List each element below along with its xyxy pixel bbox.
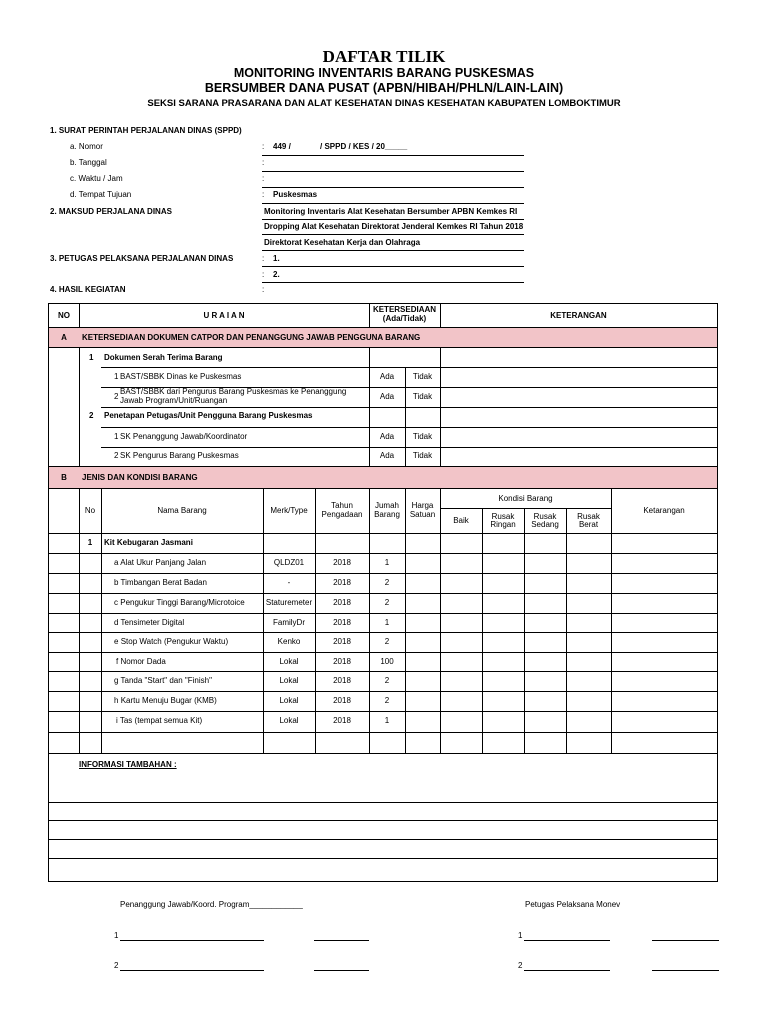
item-letter: a <box>114 558 119 567</box>
item-name: Tensimeter Digital <box>120 618 185 627</box>
b-col-rusak-ringan-sub: Ringan <box>490 520 516 529</box>
section-b-no: B <box>61 473 67 482</box>
item-tahun: 2018 <box>333 696 351 705</box>
item-jumlah: 2 <box>384 598 390 607</box>
signer-left-1-name-field[interactable] <box>120 940 264 941</box>
colon: : <box>262 190 265 199</box>
signer-left-1-sign-field[interactable] <box>314 940 369 941</box>
item-tahun: 2018 <box>333 578 351 587</box>
colon: : <box>262 142 265 151</box>
item-merk: Lokal <box>279 716 299 725</box>
item-tahun: 2018 <box>333 618 351 627</box>
a2-1-ada[interactable]: Ada <box>379 432 395 441</box>
col-ketersediaan-sub: (Ada/Tidak) <box>382 314 427 323</box>
item-row-i <box>116 716 263 725</box>
a2-2-label: SK Pengurus Barang Puskesmas <box>120 451 239 460</box>
signer-right-2-sign-field[interactable] <box>652 970 719 971</box>
item-letter: h <box>114 696 119 705</box>
item-jumlah: 2 <box>384 676 390 685</box>
item-jumlah: 2 <box>384 578 390 587</box>
b-col-harga-sub: Satuan <box>409 510 436 519</box>
maksud-value-1: Monitoring Inventaris Alat Kesehatan Bersumber APBN Kemkes RI <box>264 207 518 216</box>
b-col-jumlah: Jumah <box>374 501 399 510</box>
b-col-tahun-sub: Pengadaan <box>321 510 363 519</box>
b-col-jumlah-sub: Barang <box>374 510 400 519</box>
item-row-a <box>114 558 263 567</box>
signer-left-2-name-field[interactable] <box>120 970 264 971</box>
section-1-label: 1. SURAT PERINTAH PERJALANAN DINAS (SPPD) <box>50 126 242 135</box>
signer-right-2-name-field[interactable] <box>524 970 610 971</box>
tempat-value: Puskesmas <box>273 190 318 199</box>
item-name: Timbangan Berat Badan <box>120 578 207 587</box>
a1-1-label: BAST/SBBK Dinas ke Puskesmas <box>120 372 242 381</box>
section-3-label: 3. PETUGAS PELAKSANA PERJALANAN DINAS <box>50 254 234 263</box>
section-a-title: KETERSEDIAAN DOKUMEN CATPOR DAN PENANGGUNG JAWAB PENGGUNA BARANG <box>82 333 421 342</box>
maksud-line-2 <box>262 234 524 235</box>
col-keterangan-header: KETERANGAN <box>550 311 607 320</box>
item-letter: b <box>114 578 119 587</box>
a1-1-tidak[interactable]: Tidak <box>412 372 433 381</box>
b-col-rusak-berat-sub: Berat <box>578 520 599 529</box>
item-merk: FamilyDr <box>273 618 305 627</box>
petugas-1: 1. <box>273 254 280 263</box>
b-col-keterangan: Ketarangan <box>643 506 685 515</box>
colon: : <box>262 174 265 183</box>
a1-2-label-line2: Jawab Program/Unit/Ruangan <box>120 396 228 405</box>
b-col-harga: Harga <box>411 501 434 510</box>
item-tahun: 2018 <box>333 598 351 607</box>
signer-left-2-no: 2 <box>114 961 119 970</box>
signer-right-2-no: 2 <box>518 961 523 970</box>
nomor-value-2: / SPPD / KES / 20_____ <box>320 142 408 151</box>
petugas-1-field[interactable] <box>262 266 524 267</box>
maksud-value-2: Dropping Alat Kesehatan Direktorat Jenderal Kemkes RI Tahun 2018 <box>264 222 524 231</box>
section-b-title: JENIS DAN KONDISI BARANG <box>82 473 198 482</box>
item-name: Nomor Dada <box>120 657 166 666</box>
maksud-line-3 <box>262 250 524 251</box>
signer-left-2-sign-field[interactable] <box>314 970 369 971</box>
item-letter: d <box>114 618 119 627</box>
item-merk: Staturemeter <box>265 598 313 607</box>
item-jumlah: 2 <box>384 696 390 705</box>
item-merk: QLDZ01 <box>273 558 305 567</box>
item-tahun: 2018 <box>333 676 351 685</box>
b-col-kondisi: Kondisi Barang <box>498 494 553 503</box>
signer-right-1-name-field[interactable] <box>524 940 610 941</box>
item-row-f <box>116 657 263 666</box>
tanggal-field[interactable] <box>262 171 524 172</box>
subtitle-monitoring: MONITORING INVENTARIS BARANG PUSKESMAS <box>233 66 535 80</box>
petugas-2: 2. <box>273 270 280 279</box>
item-merk: Lokal <box>279 657 299 666</box>
item-letter: c <box>114 598 118 607</box>
col-no-header: NO <box>58 311 70 320</box>
colon: : <box>262 254 265 263</box>
signer-right-1-sign-field[interactable] <box>652 940 719 941</box>
b-col-rusak-sedang-sub: Sedang <box>531 520 559 529</box>
item-letter: i <box>116 716 118 725</box>
item-name: Tanda "Start" dan "Finish" <box>120 676 212 685</box>
col-uraian-header: U R A I A N <box>203 311 245 320</box>
a1-2-label-line1: BAST/SBBK dari Pengurus Barang Puskesmas ke Penanggung <box>120 387 347 396</box>
a2-no: 2 <box>89 411 94 420</box>
colon: : <box>262 285 265 294</box>
penanggung-jawab-label: Penanggung Jawab/Koord. Program____________ <box>120 900 303 909</box>
colon: : <box>262 270 265 279</box>
section-4-label: 4. HASIL KEGIATAN <box>50 285 126 294</box>
col-ketersediaan-header: KETERSEDIAAN <box>372 305 437 314</box>
petugas-2-field[interactable] <box>262 282 524 283</box>
signer-right-1-no: 1 <box>518 931 523 940</box>
item-jumlah: 2 <box>384 637 390 646</box>
section-2-label: 2. MAKSUD PERJALANA DINAS <box>50 207 172 216</box>
item-row-g <box>114 676 263 685</box>
petugas-monev-label: Petugas Pelaksana Monev <box>525 900 621 909</box>
info-tambahan-label: INFORMASI TAMBAHAN : <box>79 760 177 769</box>
nomor-value-1: 449 / <box>273 142 291 151</box>
item-name: Stop Watch (Pengukur Waktu) <box>120 637 229 646</box>
a1-2-ada[interactable]: Ada <box>379 392 395 401</box>
signer-left-1-no: 1 <box>114 931 119 940</box>
item-jumlah: 1 <box>384 558 390 567</box>
item-row-b <box>114 578 263 587</box>
maksud-value-3: Direktorat Kesehatan Kerja dan Olahraga <box>264 238 421 247</box>
a2-1-no: 1 <box>114 432 119 441</box>
item-row-h <box>114 696 263 705</box>
waktu-field[interactable] <box>262 187 524 188</box>
item-row-d <box>114 618 263 627</box>
a2-2-no: 2 <box>114 451 119 460</box>
b1-no: 1 <box>87 538 93 547</box>
item-tahun: 2018 <box>333 657 351 666</box>
tanggal-label: b. Tanggal <box>70 158 107 167</box>
a1-1-no: 1 <box>114 372 119 381</box>
page-title: DAFTAR TILIK <box>322 47 446 66</box>
b-col-merk: Merk/Type <box>270 506 308 515</box>
item-jumlah: 1 <box>384 618 390 627</box>
item-merk: Kenko <box>277 637 301 646</box>
item-tahun: 2018 <box>333 558 351 567</box>
b-col-tahun: Tahun <box>331 501 353 510</box>
a2-label: Penetapan Petugas/Unit Pengguna Barang Puskesmas <box>104 411 313 420</box>
a1-1-ada[interactable]: Ada <box>379 372 395 381</box>
b-col-rusak-sedang: Rusak <box>533 512 557 521</box>
a2-2-tidak[interactable]: Tidak <box>412 451 433 460</box>
item-letter: f <box>116 657 119 666</box>
a2-2-ada[interactable]: Ada <box>379 451 395 460</box>
b-col-baik: Baik <box>453 516 469 525</box>
b-col-no: No <box>84 506 96 515</box>
item-letter: g <box>114 676 119 685</box>
nomor-label: a. Nomor <box>70 142 103 151</box>
tempat-label: d. Tempat Tujuan <box>70 190 132 199</box>
maksud-line-1 <box>262 219 524 220</box>
b-col-rusak-berat: Rusak <box>577 512 600 521</box>
item-jumlah: 1 <box>384 716 390 725</box>
section-a-no: A <box>61 333 67 342</box>
b-col-rusak-ringan: Rusak <box>491 512 515 521</box>
b1-label: Kit Kebugaran Jasmani <box>104 538 193 547</box>
a1-no: 1 <box>89 353 94 362</box>
item-name: Kartu Menuju Bugar (KMB) <box>120 696 217 705</box>
a2-1-tidak[interactable]: Tidak <box>412 432 433 441</box>
a1-2-no: 2 <box>114 392 119 401</box>
item-name: Alat Ukur Panjang Jalan <box>120 558 207 567</box>
item-row-c <box>114 598 263 607</box>
checklist-table <box>48 303 718 882</box>
waktu-label: c. Waktu / Jam <box>70 174 123 183</box>
subtitle-funding: BERSUMBER DANA PUSAT (APBN/HIBAH/PHLN/LAIN-LAIN) <box>204 81 564 95</box>
item-merk: - <box>287 578 291 587</box>
item-tahun: 2018 <box>333 716 351 725</box>
item-letter: e <box>114 637 119 646</box>
nomor-field[interactable] <box>262 155 524 156</box>
item-tahun: 2018 <box>333 637 351 646</box>
item-name: Pengukur Tinggi Barang/Microtoice <box>120 598 245 607</box>
a1-label: Dokumen Serah Terima Barang <box>104 353 223 362</box>
a2-1-label: SK Penanggung Jawab/Koordinator <box>120 432 248 441</box>
subtitle-section: SEKSI SARANA PRASARANA DAN ALAT KESEHATAN DINAS KESEHATAN KABUPATEN LOMBOKTIMUR <box>147 98 621 109</box>
colon: : <box>262 158 265 167</box>
item-row-e <box>114 637 263 646</box>
tempat-field[interactable] <box>262 203 524 204</box>
b-col-nama: Nama Barang <box>157 506 207 515</box>
a1-2-tidak[interactable]: Tidak <box>412 392 433 401</box>
item-merk: Lokal <box>279 696 299 705</box>
item-merk: Lokal <box>279 676 299 685</box>
item-jumlah: 100 <box>380 657 394 666</box>
item-name: Tas (tempat semua Kit) <box>119 716 203 725</box>
